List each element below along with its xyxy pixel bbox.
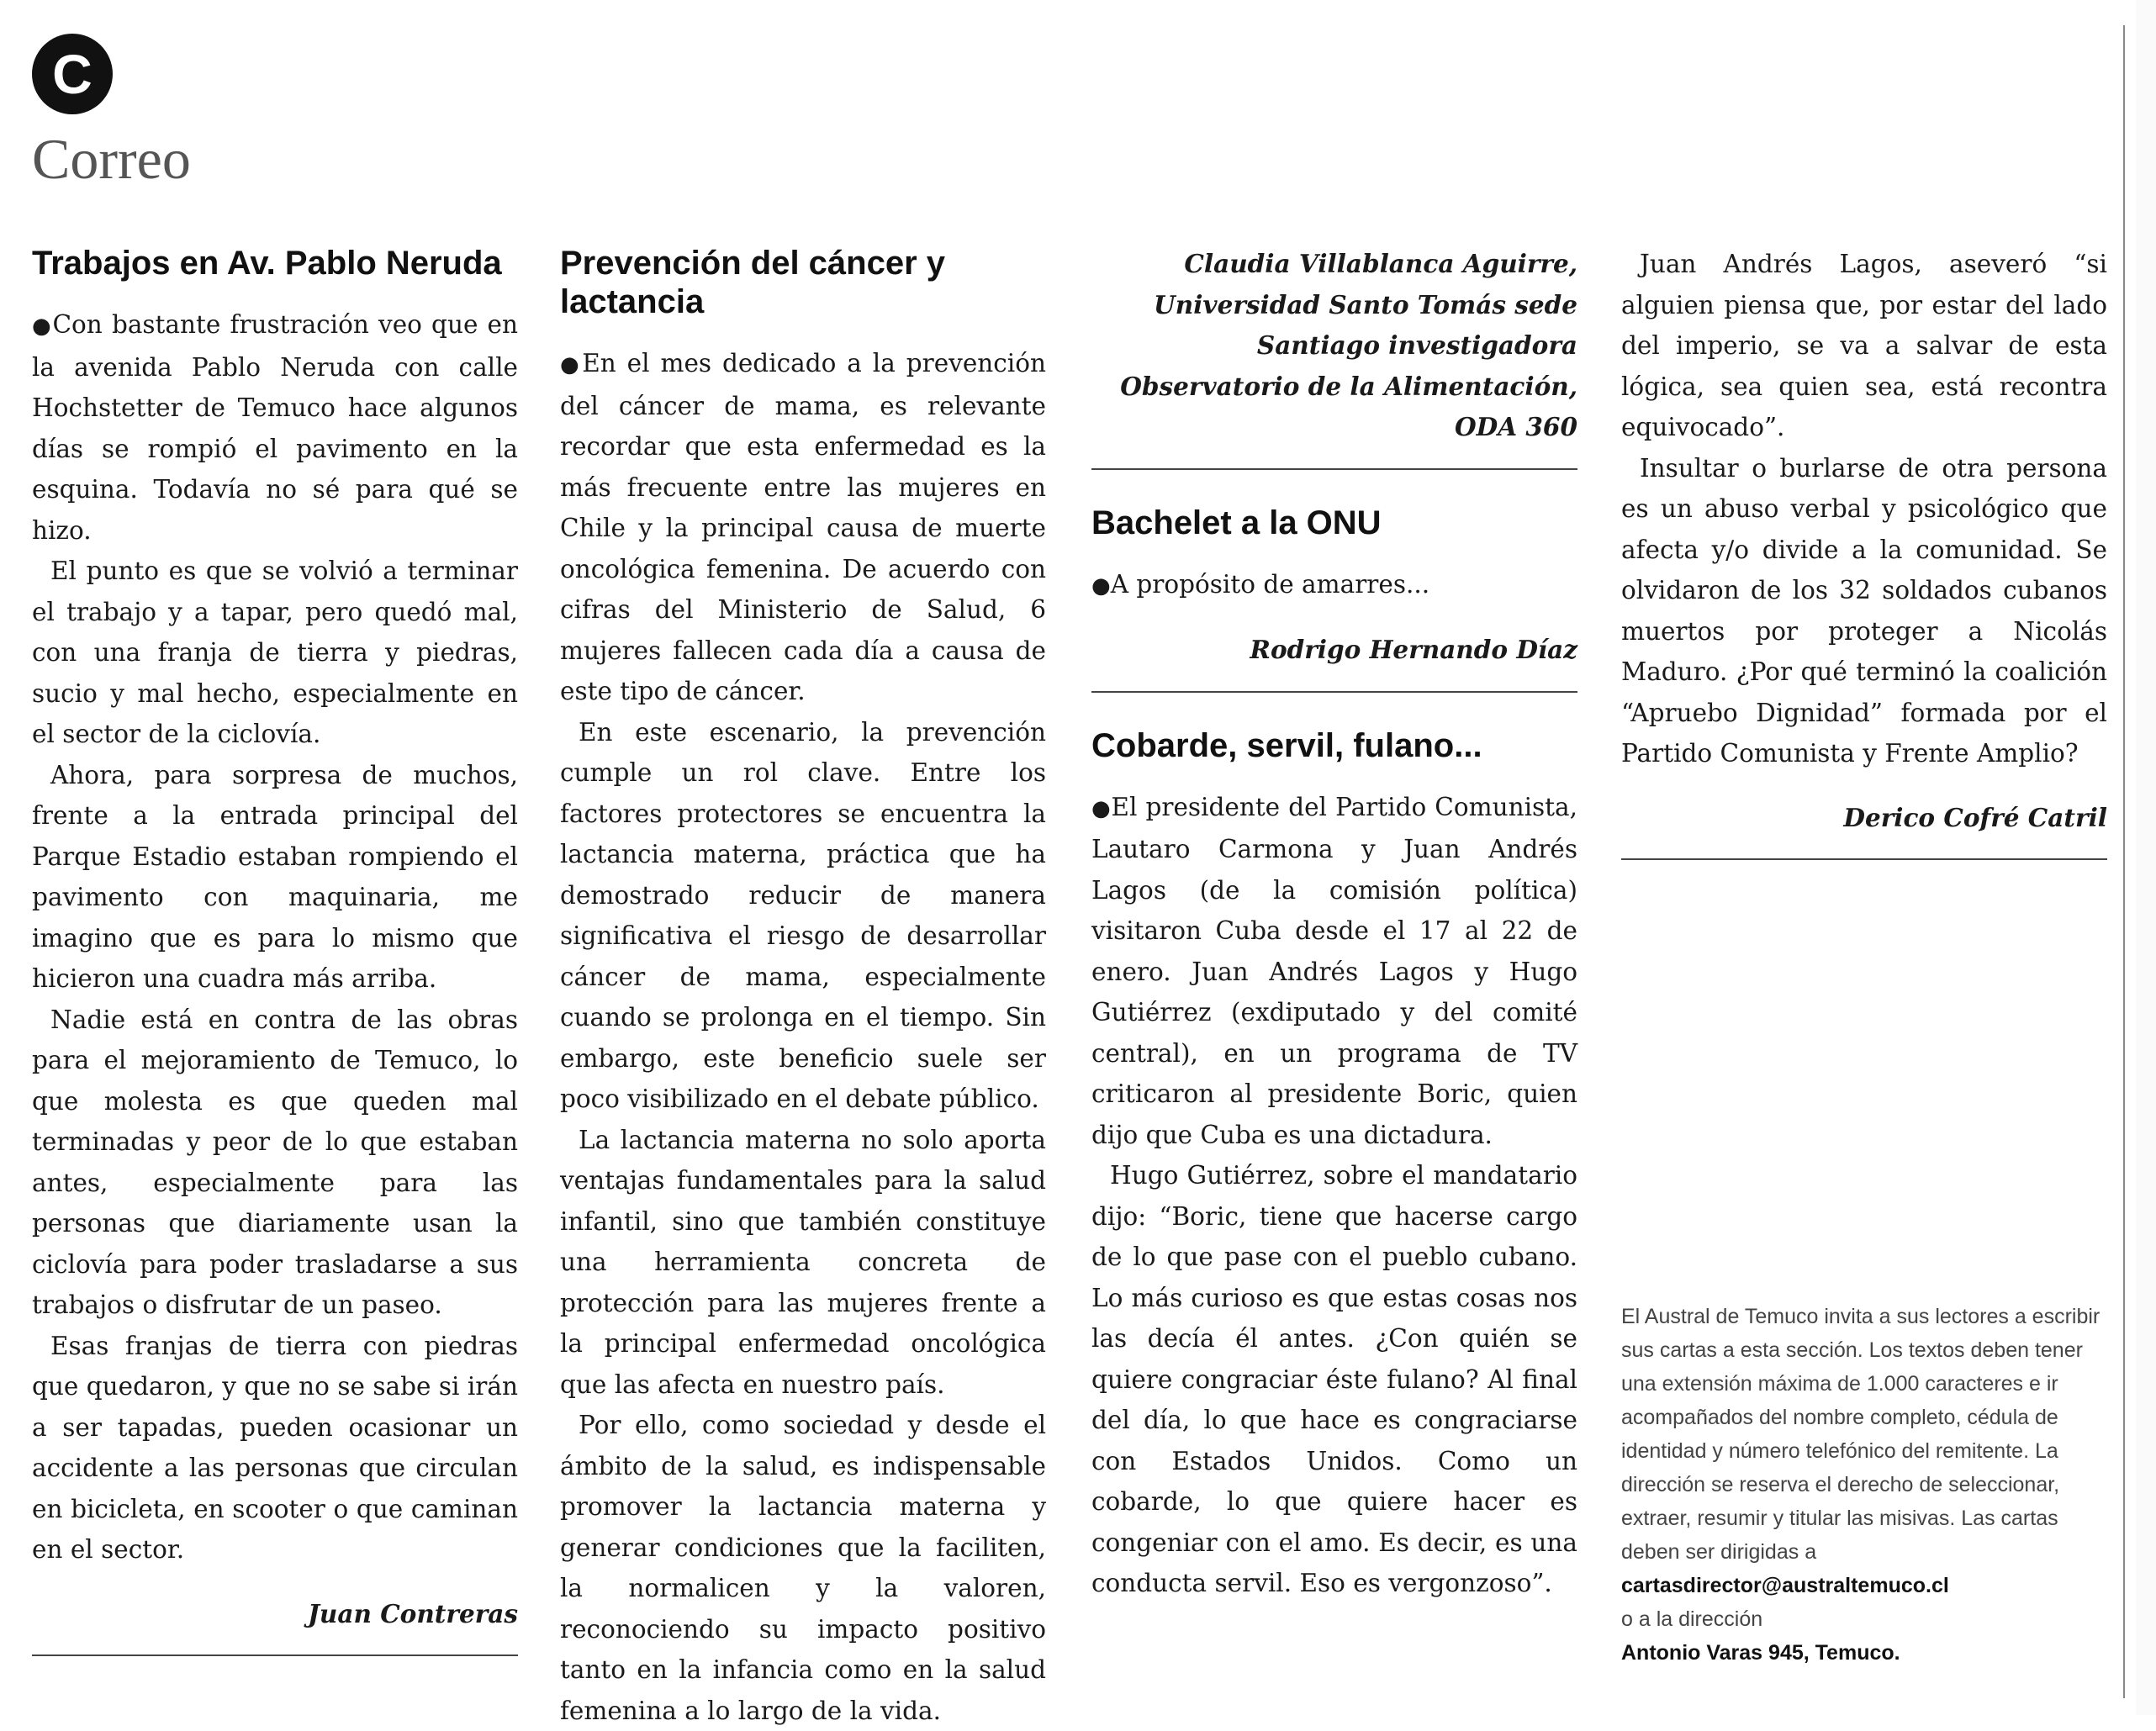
letter-paragraph-text: El presidente del Partido Comunista, Lautaro Carmona y Juan Andrés Lagos (de la comisión política) visitaron Cuba desde el 17 al 22 de enero. Juan Andrés Lagos y Hugo Gutiérrez (exdiputado y del comité central), en un programa de TV criticaron al presidente Boric, quien dijo que Cuba es una dictadura. [1091, 792, 1578, 1149]
letter-headline: Bachelet a la ONU [1091, 504, 1382, 541]
letter-headline: Prevención del cáncer y lactancia [560, 245, 946, 320]
column-2 [560, 244, 1047, 1725]
bullet-icon: ● [1091, 795, 1112, 821]
letter-paragraph [32, 304, 518, 551]
section-badge: C [32, 34, 113, 114]
letter-signature: Claudia Villablanca Aguirre, Universidad Santo Tomás sede Santiago investigadora Observatorio de la Alimentación, ODA 360 [1120, 249, 1577, 441]
letter-headline: Trabajos en Av. Pablo Neruda [32, 245, 502, 282]
letter-paragraph: En este escenario, la prevención cumple un rol clave. Entre los factores protectores se encuentra la lactancia materna, práctica que ha demostrado reducir de manera significativa el riesgo de desarrollar cáncer de mama, especialmente cuando se prolonga en el tiempo. Sin embargo, este beneficio suele ser poco visibilizado en el debate público. [560, 717, 1046, 1113]
letter-paragraph-text: A propósito de amarres... [1110, 569, 1430, 599]
letter-paragraph: El punto es que se volvió a terminar el trabajo y a tapar, pero quedó mal, con una franja de tierra y piedras, sucio y mal hecho, especialmente en el sector de la ciclovía. [32, 557, 518, 748]
submission-info [1621, 1300, 2107, 1670]
letter-paragraph: Insultar o burlarse de otra persona es un abuso verbal y psicológico que afecta y/o divide a la comunidad. Se olvidaron de los 32 soldados cubanos muertos por proteger a Nicolás Maduro. ¿Por qué terminó la coalición “Apruebo Dignidad” formada por el Partido Comunista y Frente Amplio? [1621, 453, 2107, 768]
letter-paragraph [1091, 564, 1577, 607]
letter-paragraph: Esas franjas de tierra con piedras que quedaron, y que no se sabe si irán a ser tapadas, pueden ocasionar un accidente a las personas que circulan en bicicleta, en scooter o que caminan en el sector. [32, 1331, 518, 1564]
letter-paragraph: Ahora, para sorpresa de muchos, frente a la entrada principal del Parque Estadio estaban rompiendo el pavimento con maquinaria, me imagino que es para lo mismo que hicieron una cuadra más arriba. [32, 760, 518, 993]
adjacent-page-edge [2136, 0, 2156, 1715]
letter-paragraph: Nadie está en contra de las obras para el mejoramiento de Temuco, lo que molesta es que queden mal terminadas y peor de lo que estaban antes, especialmente para las personas que diariamente usan la ciclovía para poder trasladarse a sus trabajos o disfrutar de un paseo. [32, 1005, 518, 1319]
divider [1091, 691, 1577, 693]
divider [32, 1654, 518, 1656]
letter-bachelet-onu [1091, 504, 1577, 693]
contact-address: Antonio Varas 945, Temuco. [1621, 1641, 1900, 1665]
letter-paragraph-text: En el mes dedicado a la prevención del cáncer de mama, es relevante recordar que esta enfermedad es la más frecuente entre las mujeres en Chile y la principal causa de muerte oncológica femenina. De acuerdo con cifras del Ministerio de Salud, 6 mujeres fallecen cada día a causa de este tipo de cáncer. [560, 349, 1047, 705]
bullet-icon: ● [560, 352, 583, 377]
column-divider [2123, 25, 2125, 1698]
bullet-icon: ● [32, 314, 53, 339]
column-4 [1621, 244, 2107, 1286]
divider [1621, 858, 2107, 860]
letter-paragraph: Juan Andrés Lagos, aseveró “si alguien piensa que, por estar del lado del imperio, se va a salvar de esta lógica, sea quien sea, está recontra equivocado”. [1621, 250, 2107, 441]
letter-paragraph [560, 343, 1046, 712]
letter-signature: Juan Contreras [307, 1598, 518, 1628]
info-or: o a la dirección [1621, 1607, 1763, 1631]
letter-paragraph: La lactancia materna no solo aporta ventajas fundamentales para la salud infantil, sino que también constituye una herramienta concreta de protección para las mujeres frente a la principal enfermedad oncológica que las afecta en nuestro país. [560, 1125, 1046, 1399]
contact-email[interactable]: cartasdirector@australtemuco.cl [1621, 1574, 1949, 1597]
letter-trabajos-neruda [32, 244, 518, 1656]
letter-headline: Cobarde, servil, fulano... [1091, 726, 1482, 764]
letter-paragraph: Por ello, como sociedad y desde el ámbito de la salud, es indispensable promover la lactancia materna y generar condiciones que la faciliten, la normalicen y la valoren, reconociendo su impacto positivo tanto en la infancia como en la salud femenina a lo largo de la vida. [560, 1411, 1046, 1725]
column-1 [32, 244, 518, 1707]
letter-signature: Rodrigo Hernando Díaz [1250, 635, 1577, 664]
letter-paragraph: Hugo Gutiérrez, sobre el mandatario dijo: “Boric, tiene que hacerse cargo de lo que pase con el pueblo cubano. Lo más curioso es que estas cosas nos las decía él antes. ¿Con quién se quiere congraciar éste fulano? Al final del día, lo que hace es congraciarse con Estados Unidos. Como un cobarde, lo que quiere hacer es congeniar con el amo. Es decir, es una conducta servil. Eso es vergonzoso”. [1091, 1161, 1577, 1597]
letter-cobarde-servil [1091, 726, 1577, 1604]
info-text: El Austral de Temuco invita a sus lectores a escribir sus cartas a esta sección. Los textos deben tener una extensión máxima de 1.000 caracteres e ir acompañados del nombre completo, cédula de identidad y número telefónico del remitente. La dirección se reserva el derecho de seleccionar, extraer, resumir y titular las misivas. Las cartas deben ser dirigidas a [1621, 1305, 2101, 1564]
divider [1091, 468, 1577, 470]
section-title: Correo [32, 127, 191, 191]
letter-paragraph-text: Con bastante frustración veo que en la avenida Pablo Neruda con calle Hochstetter de Temuco hace algunos días se rompió el pavimento en la esquina. Todavía no sé para qué se hizo. [32, 310, 519, 545]
letter-signature: Derico Cofré Catril [1843, 802, 2107, 832]
letter-prevencion-cancer [560, 244, 1046, 1731]
letter-paragraph [1091, 787, 1577, 1156]
bullet-icon: ● [1091, 573, 1111, 599]
column-3 [1091, 244, 1577, 1707]
